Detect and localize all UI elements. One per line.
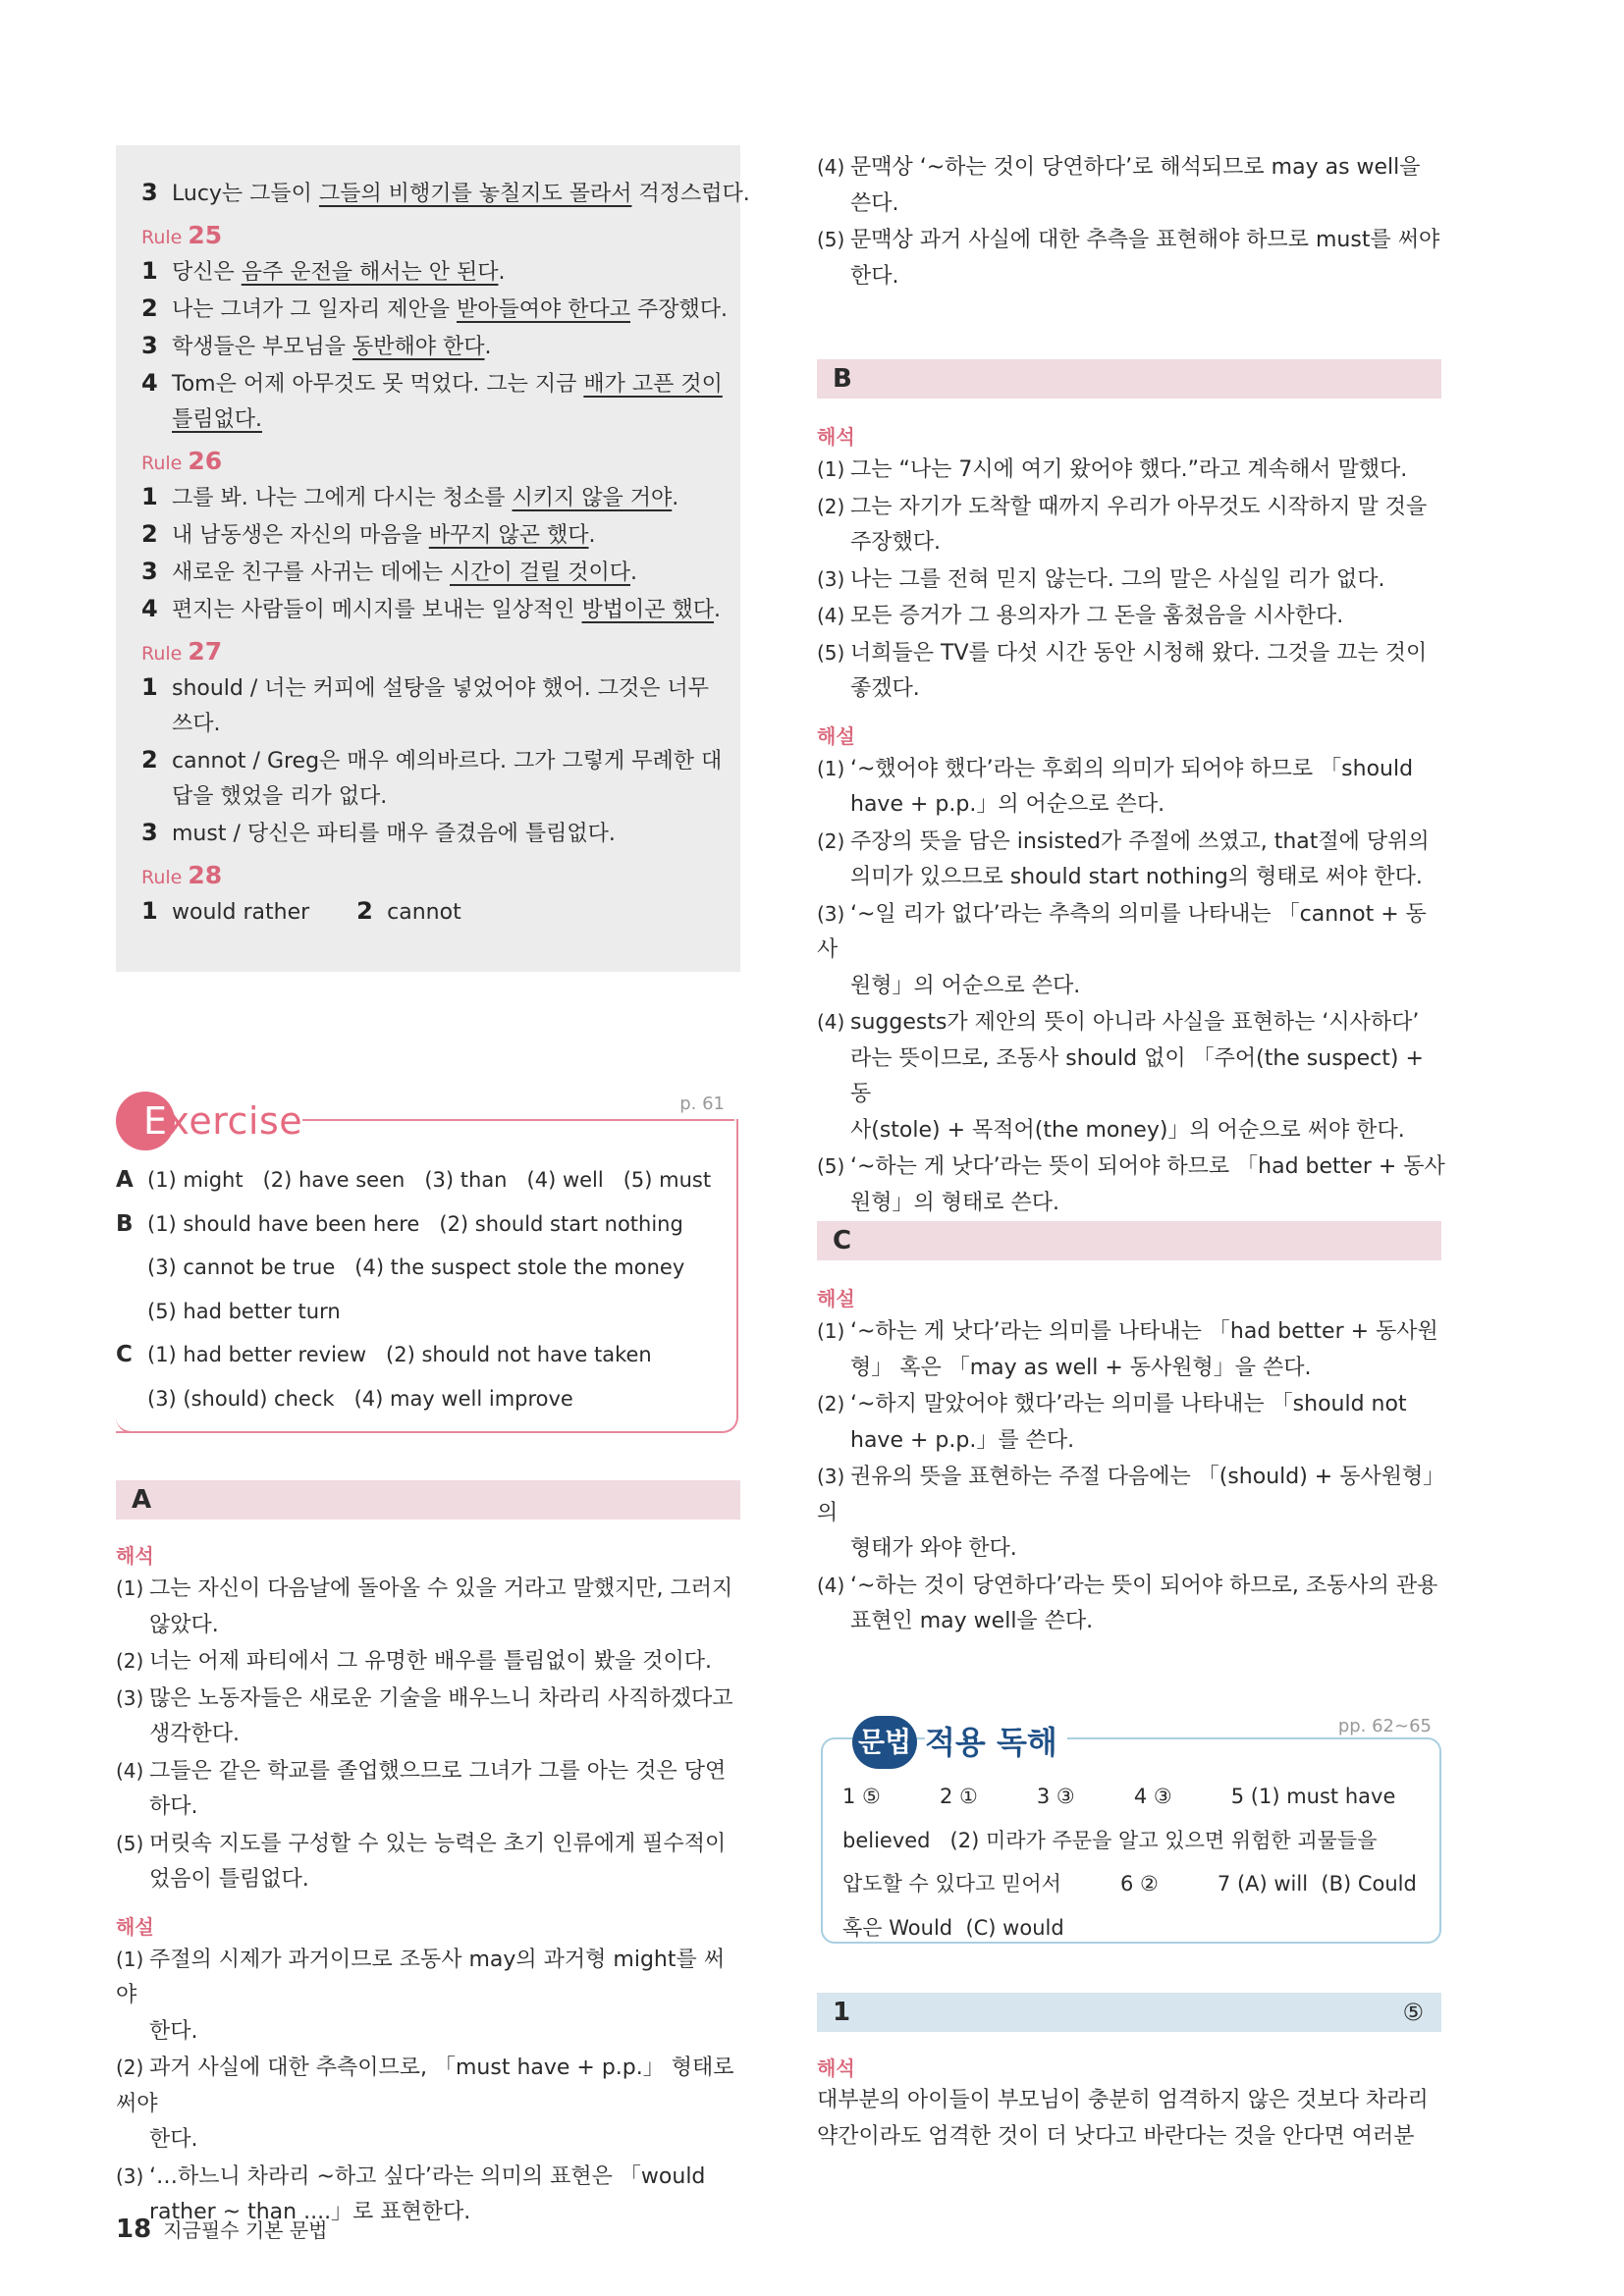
item-number: (3) <box>817 1465 845 1488</box>
rule-number: 26 <box>188 447 223 475</box>
item-text-end: . <box>714 598 722 622</box>
exercise-letter: B <box>116 1210 134 1237</box>
answer-line <box>141 591 721 628</box>
answer-line <box>141 815 721 852</box>
item-number: (3) <box>817 566 845 591</box>
paragraph-line: 대부분의 아이들이 부모님이 충분히 엄격하지 않은 것보다 차라리 <box>817 2088 1429 2112</box>
item-text: 편지는 사람들이 메시지를 보내는 일상적인 <box>172 598 582 622</box>
answer-line-continued: 답을 했었을 리가 없다. <box>172 784 388 809</box>
book-title: 지금필수 기본 문법 <box>163 2218 328 2242</box>
line-text: 과거 사실에 대한 추측이므로, 「must have + p.p.」 형태로 써야 <box>116 2056 734 2116</box>
numbered-line-continued <box>817 1351 1445 1387</box>
line-text: ‘~하는 것이 당연하다’라는 뜻이 되어야 하므로, 조동사의 관용 <box>850 1573 1438 1598</box>
item-number: (2) <box>116 1649 144 1673</box>
numbered-line-continued <box>817 187 1445 223</box>
item-underlined: 시키지 않을 거야 <box>512 486 673 510</box>
section-letter: A <box>132 1485 152 1515</box>
line-text: 한다. <box>149 2018 198 2044</box>
line-text: 주장했다. <box>850 530 942 555</box>
numbered-line <box>116 1571 744 1608</box>
numbered-line <box>116 1942 744 2014</box>
numbered-line <box>817 149 1445 187</box>
section-1-body <box>817 2054 1445 2155</box>
line-text: 사(stole) + 목적어(the money)」의 어순으로 써야 한다. <box>850 1117 1405 1143</box>
item-number: (1) <box>817 756 845 780</box>
section-number: 1 <box>833 1998 851 2027</box>
exercise-answer: (1) might (2) have seen (3) than (4) well (5) must <box>147 1168 712 1192</box>
section-c-body <box>817 1284 1445 1640</box>
line-text: suggests가 제안의 뜻이 아니라 사실을 표현하는 ‘시사하다’ <box>850 1010 1420 1035</box>
numbered-line-continued <box>817 1186 1445 1222</box>
numbered-line <box>817 824 1445 861</box>
line-text: 었음이 틀림없다. <box>149 1867 309 1892</box>
item-text: 그를 봐. 나는 그에게 다시는 청소를 <box>172 486 513 510</box>
numbered-line <box>116 1826 744 1863</box>
item-number: (4) <box>817 155 845 179</box>
answer-line <box>141 253 721 291</box>
item-text: cannot <box>387 900 461 925</box>
item-text-end: . <box>630 561 638 585</box>
numbered-line <box>116 1643 744 1681</box>
rule-number: 28 <box>188 861 223 889</box>
item-text: 당신은 <box>172 260 242 285</box>
paragraph-line: 약간이라도 엄격한 것이 더 낫다고 바란다는 것을 안다면 여러분 <box>817 2123 1415 2149</box>
rule-prefix: Rule <box>141 867 183 888</box>
numbered-line <box>817 452 1445 489</box>
numbered-line-continued <box>817 671 1445 708</box>
numbered-line-continued <box>116 1717 744 1753</box>
numbered-line <box>817 896 1445 969</box>
item-text: must / 당신은 파티를 매우 즐겼음에 틀림없다. <box>172 822 616 846</box>
numbered-line-continued <box>817 1113 1445 1149</box>
exercise-answers <box>116 1158 725 1420</box>
section-b-body <box>817 422 1445 1221</box>
line-text: 의미가 있으므로 should start nothing의 형태로 써야 한다. <box>850 865 1423 889</box>
numbered-line <box>817 222 1445 259</box>
exercise-line <box>116 1202 725 1247</box>
answer-line <box>141 175 750 212</box>
section-a-continued <box>817 149 1445 294</box>
item-number: (2) <box>817 494 845 518</box>
line-text: rather ~ than ....」로 표현한다. <box>149 2200 471 2224</box>
item-underlined: 음주 운전을 해서는 안 된다 <box>241 260 499 285</box>
exercise-box <box>116 1080 740 1433</box>
numbered-line-continued <box>817 787 1445 824</box>
grammar-reading-answers <box>842 1775 1422 1949</box>
line-text: 표현인 may well을 쓴다. <box>850 1609 1094 1633</box>
item-number: (5) <box>817 640 845 665</box>
exercise-letter: A <box>116 1167 134 1193</box>
item-number: (3) <box>116 1685 144 1710</box>
item-number: (5) <box>116 1831 144 1855</box>
numbered-line <box>817 1386 1445 1423</box>
line-text: 하다. <box>149 1794 198 1819</box>
numbered-line <box>817 1313 1445 1351</box>
line-text: 그는 자기가 도착할 때까지 우리가 아무것도 시작하지 말 것을 <box>850 494 1428 519</box>
item-number: (4) <box>817 1010 845 1034</box>
numbered-line-continued <box>817 1531 1445 1568</box>
line-text: 나는 그를 전혀 믿지 않는다. 그의 말은 사실일 리가 없다. <box>850 566 1385 592</box>
line-text: 좋겠다. <box>850 676 920 701</box>
numbered-line <box>817 1004 1445 1041</box>
numbered-line-continued <box>817 1604 1445 1640</box>
rule-number: 27 <box>188 637 223 666</box>
line-text: 그는 자신이 다음날에 돌아올 수 있을 거라고 말했지만, 그러지 <box>149 1576 733 1601</box>
item-number: (3) <box>817 901 845 926</box>
exercise-line <box>116 1290 725 1334</box>
section-header-c <box>817 1221 1441 1260</box>
item-number: (4) <box>817 604 845 627</box>
translation-label: 해석 <box>817 425 855 449</box>
rule-number: 25 <box>188 221 223 249</box>
answer-line: 압도할 수 있다고 믿어서 6 ② 7 (A) will (B) Could <box>842 1872 1417 1896</box>
numbered-line <box>817 635 1445 672</box>
line-text: 주절의 시제가 과거이므로 조동사 may의 과거형 might를 써야 <box>116 1947 726 2007</box>
rule-heading <box>141 448 721 477</box>
page-number: 18 <box>116 2215 152 2244</box>
item-number: 3 <box>141 332 158 359</box>
line-text: 한다. <box>850 263 899 289</box>
rule-heading <box>141 862 721 891</box>
line-text: 머릿속 지도를 구성할 수 있는 능력은 초기 인류에게 필수적이 <box>149 1831 727 1856</box>
item-text-end: . <box>588 523 596 548</box>
line-text: 형」 혹은 「may as well + 동사원형」을 쓴다. <box>850 1355 1312 1380</box>
item-number: (2) <box>817 828 845 853</box>
line-text: have + p.p.」를 쓴다. <box>850 1427 1075 1453</box>
item-text: Tom은 어제 아무것도 못 먹었다. 그는 지금 <box>172 372 584 397</box>
line-text: have + p.p.」의 어순으로 쓴다. <box>850 792 1165 817</box>
item-text-end: . <box>672 486 679 510</box>
line-text: 모든 증거가 그 용의자가 그 돈을 훔쳤음을 시사한다. <box>850 604 1344 628</box>
section-letter: B <box>833 364 852 394</box>
item-number: (1) <box>817 457 845 481</box>
item-text: 내 남동생은 자신의 마음을 <box>172 523 429 548</box>
item-number: (5) <box>817 1154 845 1178</box>
item-text: would rather <box>172 900 310 925</box>
exercise-title <box>143 1092 310 1150</box>
item-number: 1 <box>141 483 158 510</box>
answer-line <box>141 893 721 931</box>
exercise-line <box>116 1246 725 1290</box>
numbered-line-continued <box>817 259 1445 295</box>
answer-line <box>141 554 721 591</box>
line-text: 그는 “나는 7시에 여기 왔어야 했다.”라고 계속해서 말했다. <box>850 457 1408 482</box>
line-text: ‘~하는 게 낫다’라는 뜻이 되어야 하므로 「had better + 동사 <box>850 1154 1445 1179</box>
line-text: 너는 어제 파티에서 그 유명한 배우를 틀림없이 봤을 것이다. <box>149 1649 712 1674</box>
item-number: 2 <box>141 520 158 548</box>
section-header-a <box>116 1480 740 1520</box>
answer-line: 1 ⑤ 2 ① 3 ③ 4 ③ 5 (1) must have <box>842 1785 1396 1808</box>
item-number: 4 <box>141 595 158 622</box>
line-text: 너희들은 TV를 다섯 시간 동안 시청해 왔다. 그것을 끄는 것이 <box>850 640 1428 666</box>
exercise-answer: (3) cannot be true (4) the suspect stole the money <box>147 1255 685 1279</box>
explanation-label: 해설 <box>116 1914 154 1939</box>
answer-line <box>141 516 721 554</box>
numbered-line-continued <box>116 1789 744 1826</box>
item-underlined: 방법이곤 했다 <box>581 598 715 622</box>
section-header-1 <box>817 1993 1441 2032</box>
line-text: 쓴다. <box>850 190 899 216</box>
item-number: 1 <box>141 257 158 285</box>
numbered-line <box>817 1459 1445 1531</box>
rule-prefix: Rule <box>141 643 183 665</box>
numbered-line <box>116 1681 744 1718</box>
item-number: (5) <box>817 228 845 251</box>
item-underlined: 배가 고픈 것이 <box>583 372 723 397</box>
exercise-letter: C <box>116 1342 133 1367</box>
item-number: (1) <box>817 1319 845 1343</box>
item-number: (1) <box>116 1947 144 1971</box>
line-text: ‘~일 리가 없다’라는 추측의 의미를 나타내는 「cannot + 동사 <box>817 901 1427 962</box>
numbered-line <box>817 751 1445 788</box>
answer-line <box>141 742 721 779</box>
line-text: 그들은 같은 학교를 졸업했으므로 그녀가 그를 아는 것은 당연 <box>149 1758 727 1784</box>
line-text: 많은 노동자들은 새로운 기술을 배우느니 차라리 사직하겠다고 <box>149 1685 733 1711</box>
answer-line: 혹은 Would (C) would <box>842 1915 1064 1940</box>
line-text: 원형」의 형태로 쓴다. <box>850 1190 1059 1215</box>
section-answer: ⑤ <box>1402 1999 1424 2026</box>
line-text: ‘~하는 게 낫다’라는 의미를 나타내는 「had better + 동사원 <box>850 1319 1438 1344</box>
explanation-label: 해설 <box>817 1287 855 1310</box>
item-text: 나는 그녀가 그 일자리 제안을 <box>172 297 457 322</box>
numbered-line-continued <box>116 2014 744 2051</box>
line-text: 원형」의 어순으로 쓴다. <box>850 973 1081 998</box>
line-text: 않았다. <box>149 1612 219 1637</box>
item-number: 4 <box>141 369 158 397</box>
item-number: (3) <box>116 2163 144 2188</box>
rule-heading <box>141 222 721 251</box>
item-text: cannot / Greg은 매우 예의바르다. 그가 그렇게 무례한 대 <box>172 749 723 774</box>
numbered-line-continued <box>817 1041 1445 1113</box>
item-text: should / 너는 커피에 설탕을 넣었어야 했어. 그것은 너무 <box>172 676 710 701</box>
item-number: 1 <box>141 897 158 925</box>
line-text: 주장의 뜻을 담은 insisted가 주절에 쓰였고, that절에 당위의 <box>850 828 1430 854</box>
answer-line <box>141 365 721 402</box>
item-text: 새로운 친구를 사귀는 데에는 <box>172 561 450 585</box>
numbered-line <box>817 1568 1445 1605</box>
item-number: (1) <box>116 1576 144 1600</box>
exercise-title-initial: E <box>143 1099 168 1143</box>
line-text: 생각한다. <box>149 1722 241 1746</box>
item-number: 3 <box>141 179 158 206</box>
item-underlined: 그들의 비행기를 놓칠지도 몰라서 <box>318 182 632 206</box>
numbered-line-continued <box>817 860 1445 896</box>
item-text-end: . <box>484 335 492 359</box>
grammar-badge: 문법 <box>852 1716 917 1769</box>
exercise-line <box>116 1158 725 1202</box>
exercise-page-ref: p. 61 <box>679 1094 725 1114</box>
line-text: 문맥상 ‘~하는 것이 당연하다’로 해석되므로 may as well을 <box>850 155 1421 180</box>
item-number: (2) <box>817 1392 845 1415</box>
answer-line <box>141 291 729 328</box>
answer-line <box>141 669 721 707</box>
numbered-line-continued <box>817 969 1445 1005</box>
rule-prefix: Rule <box>141 227 183 248</box>
item-number: 2 <box>141 746 158 774</box>
numbered-line <box>116 2050 744 2122</box>
item-underlined: 시간이 걸릴 것이다 <box>450 561 631 585</box>
line-text: 라는 뜻이므로, 조동사 should 없이 「주어(the suspect) + 동 <box>850 1045 1424 1106</box>
item-text: Lucy는 그들이 <box>172 182 319 206</box>
item-number: 3 <box>141 558 158 585</box>
numbered-line <box>116 1753 744 1790</box>
item-number: 1 <box>141 673 158 701</box>
line-text: ‘~했어야 했다’라는 후회의 의미가 되어야 하므로 「should <box>850 756 1414 781</box>
exercise-answer: (3) (should) check (4) may well improve <box>147 1386 573 1411</box>
item-number: 2 <box>356 897 373 925</box>
numbered-line-continued <box>817 525 1445 561</box>
exercise-line <box>116 1377 725 1421</box>
line-text: 권유의 뜻을 표현하는 주절 다음에는 「(should) + 동사원형」의 <box>817 1465 1445 1525</box>
exercise-line <box>116 1333 725 1377</box>
numbered-line-continued <box>116 1608 744 1644</box>
numbered-line <box>817 561 1445 599</box>
item-underlined: 받아들여야 한다고 <box>457 297 631 322</box>
answer-box <box>116 145 750 972</box>
answer-line <box>141 328 721 365</box>
item-number: (4) <box>817 1573 845 1597</box>
answer-box-content <box>141 175 750 931</box>
line-text: 형태가 와야 한다. <box>850 1536 1017 1561</box>
line-text: 문맥상 과거 사실에 대한 추측을 표현해야 하므로 must를 써야 <box>850 228 1440 252</box>
numbered-line <box>817 489 1445 526</box>
item-text: 학생들은 부모님을 <box>172 335 353 359</box>
exercise-answer: (5) had better turn <box>147 1299 341 1323</box>
rule-prefix: Rule <box>141 453 183 474</box>
item-number: 3 <box>141 819 158 846</box>
section-a-body <box>116 1541 744 2231</box>
line-text: 한다. <box>149 2127 198 2152</box>
answer-line-continued: 틀림없다. <box>172 407 263 432</box>
exercise-title-rest: xercise <box>167 1099 303 1143</box>
item-text-end: 주장했다. <box>630 297 729 322</box>
numbered-line-continued <box>817 1423 1445 1460</box>
item-text-end: . <box>498 260 506 285</box>
item-underlined: 동반해야 한다 <box>352 335 485 359</box>
explanation-label: 해설 <box>817 723 855 748</box>
numbered-line-continued <box>116 1862 744 1898</box>
answer-line-continued: 쓰다. <box>172 712 221 736</box>
numbered-line <box>116 2159 744 2196</box>
item-number: 2 <box>141 294 158 322</box>
section-header-b <box>817 359 1441 399</box>
section-letter: C <box>833 1226 852 1255</box>
exercise-answer: (1) should have been here (2) should start nothing <box>147 1211 683 1236</box>
rule-heading <box>141 638 721 667</box>
item-number: (4) <box>116 1758 144 1783</box>
grammar-reading-page-ref: pp. 62~65 <box>1337 1716 1432 1736</box>
item-text-end: 걱정스럽다. <box>631 182 750 206</box>
item-underlined: 바꾸지 않곤 했다 <box>428 523 589 548</box>
line-text: ‘~하지 말았어야 했다’라는 의미를 나타내는 「should not <box>850 1392 1407 1416</box>
exercise-answer: (1) had better review (2) should not have taken <box>147 1343 652 1366</box>
numbered-line <box>817 598 1445 635</box>
numbered-line-continued <box>116 2122 744 2159</box>
grammar-reading-box <box>817 1708 1441 1944</box>
rules-list <box>141 221 729 931</box>
answer-line <box>141 479 721 516</box>
translation-label: 해석 <box>817 2056 855 2080</box>
page-footer <box>116 2215 327 2244</box>
item-number: (2) <box>116 2056 144 2079</box>
grammar-reading-title: 적용 독해 <box>925 1716 1067 1769</box>
answer-line: believed (2) 미라가 주문을 알고 있으면 위험한 괴물들을 <box>842 1828 1378 1852</box>
translation-label: 해석 <box>116 1544 154 1568</box>
numbered-line <box>817 1148 1445 1186</box>
line-text: ‘…하느니 차라리 ~하고 싶다’라는 의미의 표현은 「would <box>149 2163 706 2189</box>
